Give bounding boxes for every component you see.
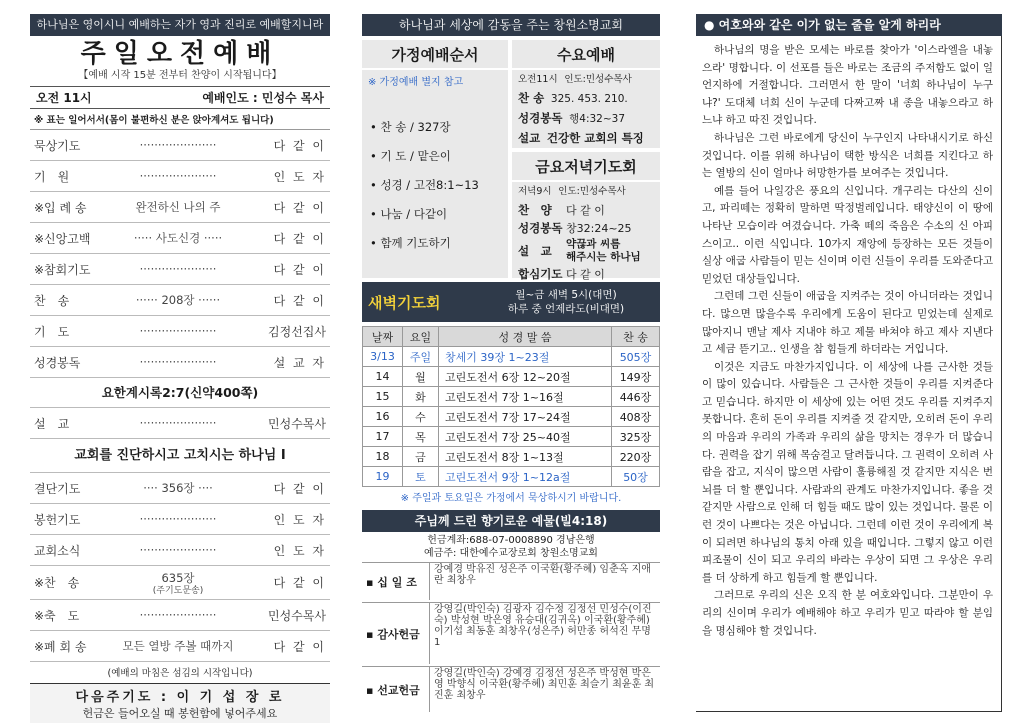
paragraph: 하나님은 그런 바로에게 당신이 누구인지 나타내시기로 하신 것입니다. 이를 위해 하나님이 택한 방식은 너희를 지킨다고 하는 열방의 신이 얼마나 허망한가를 보여주는 것입니다. <box>702 131 993 180</box>
order-item-detail: ······ 208장 ······ <box>135 293 221 307</box>
friday-praise-row <box>512 201 660 219</box>
order-item-detail: ····················· <box>139 416 217 430</box>
order-item-label: 교회소식 <box>34 543 81 558</box>
order-item <box>30 347 330 378</box>
cell-date: 14 <box>363 367 403 387</box>
cell-hymn: 220장 <box>612 447 660 467</box>
dawn-prayer-times <box>478 288 654 316</box>
friday-prayer-row <box>512 265 660 283</box>
dawn-prayer-banner <box>362 282 660 322</box>
list-item: • 성경 / 고전8:1~13 <box>370 178 479 192</box>
wednesday-sermon-value: 건강한 교회의 특징 <box>546 131 644 145</box>
order-item <box>30 254 330 285</box>
cell-hymn: 50장 <box>612 467 660 487</box>
sermon-essay-body <box>696 36 1002 712</box>
order-item-label: ※참회기도 <box>34 262 91 277</box>
order-item-person: 설 교 자 <box>273 355 326 370</box>
cell-scripture: 창세기 39장 1~23절 <box>439 347 612 367</box>
cell-day: 수 <box>403 407 439 427</box>
order-items-a <box>30 130 330 378</box>
order-item-detail: ····················· <box>139 543 217 557</box>
order-item-person: 민성수목사 <box>268 608 326 623</box>
wednesday-scripture-label: 성경봉독 <box>518 111 563 125</box>
wednesday-leader: 인도:민성수목사 <box>564 74 632 85</box>
service-boxes <box>362 40 660 281</box>
paragraph: 그러므로 우리의 신은 오직 한 분 여호와입니다. 그분만이 우리의 신이며 우리가 예배해야 하고 우리가 믿고 따라야 할 분임을 명심해야 할 것입니다. <box>702 589 993 637</box>
table-row <box>363 407 660 427</box>
wednesday-title: 수요예배 <box>512 40 660 70</box>
wednesday-scripture-row <box>512 109 660 129</box>
order-item <box>30 600 330 631</box>
order-item-person: 인 도 자 <box>273 543 326 558</box>
sermon-essay-banner <box>696 14 1002 36</box>
friday-time-row <box>512 182 660 201</box>
schedule-column <box>362 14 660 714</box>
wednesday-sermon-row <box>512 129 660 149</box>
order-item-person: 인 도 자 <box>273 169 326 184</box>
order-item <box>30 504 330 535</box>
order-item-label: ※신앙고백 <box>34 231 91 246</box>
friday-time: 저녁9시 <box>518 186 552 197</box>
col-header: 날짜 <box>363 327 403 347</box>
order-item-person: 다 같 이 <box>273 231 326 246</box>
friday-scripture-row <box>512 219 660 237</box>
cell-day: 토 <box>403 467 439 487</box>
list-item: • 기 도 / 맡은이 <box>370 149 451 163</box>
friday-sermon-line: 약끊과 씨름 <box>566 238 621 250</box>
order-item-label: 찬 송 <box>34 293 70 308</box>
order-item <box>30 535 330 566</box>
order-item-detail: 완전하신 나의 주 <box>135 200 221 214</box>
offering-names: 강예경 박유진 성은주 이국환(황주혜) 임춘옥 지애란 최창우 <box>434 564 651 586</box>
friday-title: 금요저녁기도회 <box>512 152 660 182</box>
offering-account <box>362 534 660 560</box>
service-time: 오전 11시 <box>36 91 92 105</box>
bullet-icon: ● <box>704 18 715 32</box>
friday-sermon-line: 해주시는 하나님 <box>566 251 641 263</box>
wednesday-sermon-label: 설교 <box>518 131 541 145</box>
standing-note: ※ 표는 일어서서(몸이 불편하신 분은 앉아계셔도 됩니다) <box>30 109 330 130</box>
order-item <box>30 631 330 662</box>
account-number: 헌금계좌:688-07-0008890 경남은행 <box>427 535 595 546</box>
order-item-detail: ····················· <box>139 169 217 183</box>
verse-banner: 하나님은 영이시니 예배하는 자가 영과 진리로 예배할지니라 <box>30 14 330 36</box>
order-item-label: ※입 례 송 <box>34 200 87 215</box>
order-item-person: 다 같 이 <box>273 262 326 277</box>
reading-note: ※ 주일과 토요일은 가정에서 묵상하시기 바랍니다. <box>400 493 622 504</box>
table-row <box>363 387 660 407</box>
wednesday-hymn-value: 325. 453. 210. <box>550 93 628 105</box>
offering-label: ▪ 십 일 조 <box>362 563 430 600</box>
order-item-label: ※폐 회 송 <box>34 639 87 654</box>
order-item-detail: ····················· <box>139 512 217 526</box>
friday-praise-label: 찬 양 <box>518 203 552 217</box>
order-item-person: 다 같 이 <box>273 576 326 590</box>
cell-day: 화 <box>403 387 439 407</box>
offering-names: 강영길(박인숙) 강예경 김정선 성은주 박성현 박은영 박향식 이국환(황주혜) 최민훈 최슬기 최윤훈 최진훈 최창우 <box>434 668 655 701</box>
account-holder: 예금주: 대한예수교장로회 창원소명교회 <box>424 548 598 559</box>
cell-date: 17 <box>363 427 403 447</box>
cell-date: 16 <box>363 407 403 427</box>
sermon-column <box>696 14 1002 714</box>
friday-sermon-value <box>566 238 641 264</box>
offering-note: 헌금은 들어오실 때 봉헌함에 넣어주세요 <box>82 707 278 720</box>
friday-box <box>512 152 660 281</box>
dawn-prayer-line: 하루 중 언제라도(비대면) <box>507 303 625 315</box>
order-item-detail: ···· 356장 ···· <box>143 481 213 495</box>
order-item-detail: ····· 사도신경 ····· <box>133 231 223 245</box>
offering-row <box>362 602 660 664</box>
cell-date: 3/13 <box>363 347 403 367</box>
order-item-label: ※찬 송 <box>34 576 80 590</box>
paragraph: 그런데 그런 신들이 애굽을 지켜주는 것이 아니더라는 것입니다. 많으면 많을수록 우리에게 도움이 된다고 믿었는데 실제로 많아지니 맨날 제사 지내야 하고 제물 바쳐야 하고 제사 지낸다고 세금 뜯기고.. 인생을 참 힘들게 하더라는 거입니다. <box>702 290 993 356</box>
order-item-detail: ····················· <box>139 608 217 622</box>
sermon-essay-title: 여호와와 같은 이가 없는 줄을 알게 하리라 <box>718 18 941 32</box>
cell-scripture: 고린도전서 7장 25~40절 <box>439 427 612 447</box>
service-info-row <box>30 86 330 109</box>
offering-names: 강영길(박인숙) 김광자 김수정 김정선 민성수(이진숙) 박성현 박은영 유승대(김귀옥) 이국환(황주혜) 이기섭 최동훈 최창우(성은주) 허만종 허석진 무명1 <box>434 604 652 648</box>
hymn-subtitle: (주기도문송) <box>152 585 204 596</box>
order-item-label: 묵상기도 <box>34 138 81 153</box>
order-item-detail: ····················· <box>139 262 217 276</box>
page-subtitle: 【예배 시작 15분 전부터 찬양이 시작됩니다】 <box>78 70 282 81</box>
cell-day: 월 <box>403 367 439 387</box>
footer <box>30 683 330 723</box>
weekday-services <box>512 40 660 281</box>
cell-hymn: 446장 <box>612 387 660 407</box>
order-item-detail: ····················· <box>139 138 217 152</box>
order-item-detail: ····················· <box>139 324 217 338</box>
order-item-person: 다 같 이 <box>273 138 326 153</box>
cell-day: 목 <box>403 427 439 447</box>
table-row <box>363 447 660 467</box>
order-item-label: 기 도 <box>34 324 70 339</box>
list-item: • 함께 기도하기 <box>370 236 451 250</box>
order-item-detail <box>104 570 252 596</box>
family-worship-note: ※ 가정예배 별지 참고 <box>368 77 464 88</box>
cell-hymn: 505장 <box>612 347 660 367</box>
order-item <box>30 192 330 223</box>
list-item: • 찬 송 / 327장 <box>370 120 451 134</box>
paragraph: 이것은 지금도 마찬가지입니다. 이 세상에 나를 근사한 것들이 많이 있습니다. 사람들은 그 근사한 것들이 우리를 지켜준다고 믿습니다. 하지만 이 세상에 있는 어떤 것도 우리를 지켜주지 못합니다. 흔히 돈이 우리를 지켜줄 것 같지만, 오히려 돈이 우리의 마음과 우리의 가족과 우리의 삶을 망치는 경우가 더 많습니다. 권력을 잡기 위해 목숨걸고 달려듭니다. 그 권력이 오히려 사람을 잡고, 지식이 많으면 사람이 훌륭해질 것 같지만 지식은 번뇌를 더 할 뿐입니다. 사람과의 관계도 마찬가지입니다. 좋을 것 같지만 사람으로 인해 더 힘들 때도 많이 있는 것입니다. 물론 이런 것이 나쁘다는 것은 아닙니다. 그런데 이런 것이 우리에게 복이 되려면 하나님의 통치 아래 있을 때입니다. 그렇지 않고 이런 피조물이 신이 되고 우리의 바라는 우상이 되면 그 우상은 우리를 더 상하게 하고 힘들게 할 뿐입니다. <box>702 360 993 584</box>
hymn-number: 635장 <box>161 570 195 585</box>
col-header: 성 경 말 씀 <box>439 327 612 347</box>
order-item-person: 다 같 이 <box>273 639 326 654</box>
wednesday-scripture-value: 행4:32~37 <box>569 113 626 125</box>
table-row <box>363 367 660 387</box>
sermon-item <box>30 408 330 439</box>
col-header: 찬 송 <box>612 327 660 347</box>
paragraph: 하나님의 명을 받은 모세는 바로를 찾아가 '이스라엘을 내놓으라' 명합니다. 이 선포를 들은 바로는 조금의 주저함도 없이 일언지하에 거절합니다. 그러면서 한 말이 '너희 하나님이 누구냐?' 도대체 너희 신이 누군데 다짜고짜 내 종을 내놓으라고 하느냐 하고 따진 것입니다. <box>702 44 993 127</box>
friday-prayer-value: 다 같 이 <box>566 268 605 281</box>
page-title: 주일오전예배 <box>80 39 280 69</box>
order-item-person: 다 같 이 <box>273 293 326 308</box>
table-row <box>363 467 660 487</box>
next-week-prayer: 다음주기도 : 이 기 섭 장 로 <box>75 690 285 705</box>
order-item-person: 다 같 이 <box>273 481 326 496</box>
service-leader: 예배인도 : 민성수 목사 <box>202 91 324 105</box>
order-item-person: 다 같 이 <box>273 200 326 215</box>
table-row <box>363 347 660 367</box>
table-header-row <box>363 327 660 347</box>
offering-row <box>362 666 660 712</box>
order-item <box>30 161 330 192</box>
order-item-person: 김정선집사 <box>268 324 326 339</box>
cell-scripture: 고린도전서 7장 17~24절 <box>439 407 612 427</box>
wednesday-box <box>512 40 660 148</box>
cell-date: 15 <box>363 387 403 407</box>
offering-title: 주님께 드린 향기로운 예물(빌4:18) <box>362 510 660 532</box>
order-items-c <box>30 600 330 662</box>
order-item-detail: ····················· <box>139 355 217 369</box>
wednesday-hymn-label: 찬 송 <box>518 91 545 105</box>
cell-day: 금 <box>403 447 439 467</box>
friday-scripture-value: 창32:24~25 <box>566 222 632 235</box>
list-item: • 나눔 / 다같이 <box>370 207 448 221</box>
order-item <box>30 223 330 254</box>
offering-label: ▪ 선교헌금 <box>362 667 430 712</box>
cell-scripture: 고린도전서 7장 1~16절 <box>439 387 612 407</box>
cell-hymn: 408장 <box>612 407 660 427</box>
cell-scripture: 고린도전서 9장 1~12a절 <box>439 467 612 487</box>
reading-table <box>362 326 660 487</box>
order-item <box>30 130 330 161</box>
order-item-label: ※축 도 <box>34 608 80 623</box>
friday-prayer-label: 합심기도 <box>518 267 563 281</box>
cell-scripture: 고린도전서 8장 1~13절 <box>439 447 612 467</box>
order-item-person: 민성수목사 <box>268 416 326 431</box>
order-item <box>30 473 330 504</box>
cell-day: 주일 <box>403 347 439 367</box>
table-row <box>363 427 660 447</box>
worship-order-column <box>30 14 330 720</box>
cell-scripture: 고린도전서 6장 12~20절 <box>439 367 612 387</box>
family-worship-box <box>362 40 508 278</box>
order-item-label: 기 원 <box>34 169 70 184</box>
order-item-person: 인 도 자 <box>273 512 326 527</box>
friday-scripture-label: 성경봉독 <box>518 221 563 235</box>
cell-hymn: 149장 <box>612 367 660 387</box>
order-item-label: 봉헌기도 <box>34 512 81 527</box>
friday-leader: 인도:민성수목사 <box>558 186 626 197</box>
family-worship-list <box>362 91 508 264</box>
offering-row <box>362 562 660 600</box>
cell-hymn: 325장 <box>612 427 660 447</box>
friday-sermon-label: 설 교 <box>518 244 552 258</box>
wednesday-hymn-row <box>512 89 660 109</box>
family-worship-title: 가정예배순서 <box>362 40 508 70</box>
order-item-label: 결단기도 <box>34 481 81 496</box>
offering-label: ▪ 감사헌금 <box>362 603 430 664</box>
friday-praise-value: 다 같 이 <box>566 204 605 217</box>
church-banner: 하나님과 세상에 감동을 주는 창원소명교회 <box>362 14 660 36</box>
order-item-label: 성경봉독 <box>34 355 81 370</box>
sermon-title: 교회를 진단하시고 고치시는 하나님 I <box>30 439 330 473</box>
order-item <box>30 566 330 600</box>
col-header: 요일 <box>403 327 439 347</box>
dawn-prayer-title: 새벽기도회 <box>368 293 441 312</box>
cell-date: 18 <box>363 447 403 467</box>
order-items-b <box>30 473 330 600</box>
order-item-label: 설 교 <box>34 416 70 431</box>
order-item <box>30 316 330 347</box>
closing-note: (예배의 마침은 섬김의 시작입니다) <box>107 668 253 679</box>
dawn-prayer-line: 월~금 새벽 5시(대면) <box>515 289 617 301</box>
wednesday-time: 오전11시 <box>518 74 558 85</box>
cell-date: 19 <box>363 467 403 487</box>
order-item-detail: 모든 열방 주볼 때까지 <box>122 639 234 653</box>
wednesday-time-row <box>512 70 660 89</box>
scripture-reference: 요한계시록2:7(신약400쪽) <box>30 378 330 408</box>
paragraph: 예를 들어 나일강은 풍요의 신입니다. 개구리는 다산의 신이고, 파리떼는 정확히 말하면 딱정벌레입니다. 태양신이 이 땅에 나타난 모습이라 여겼습니다. 가축 떼의 죽음은 수소의 신 아피스이고.. 이런 식입니다. 10가지 재앙에 등장하는 모든 것들이 실상 애굽 사람들이 믿는 신이며 이런 신들이 우리를 도와준다고 믿었던 대상들입니다. <box>702 184 993 285</box>
order-item <box>30 285 330 316</box>
friday-sermon-row <box>512 237 660 265</box>
